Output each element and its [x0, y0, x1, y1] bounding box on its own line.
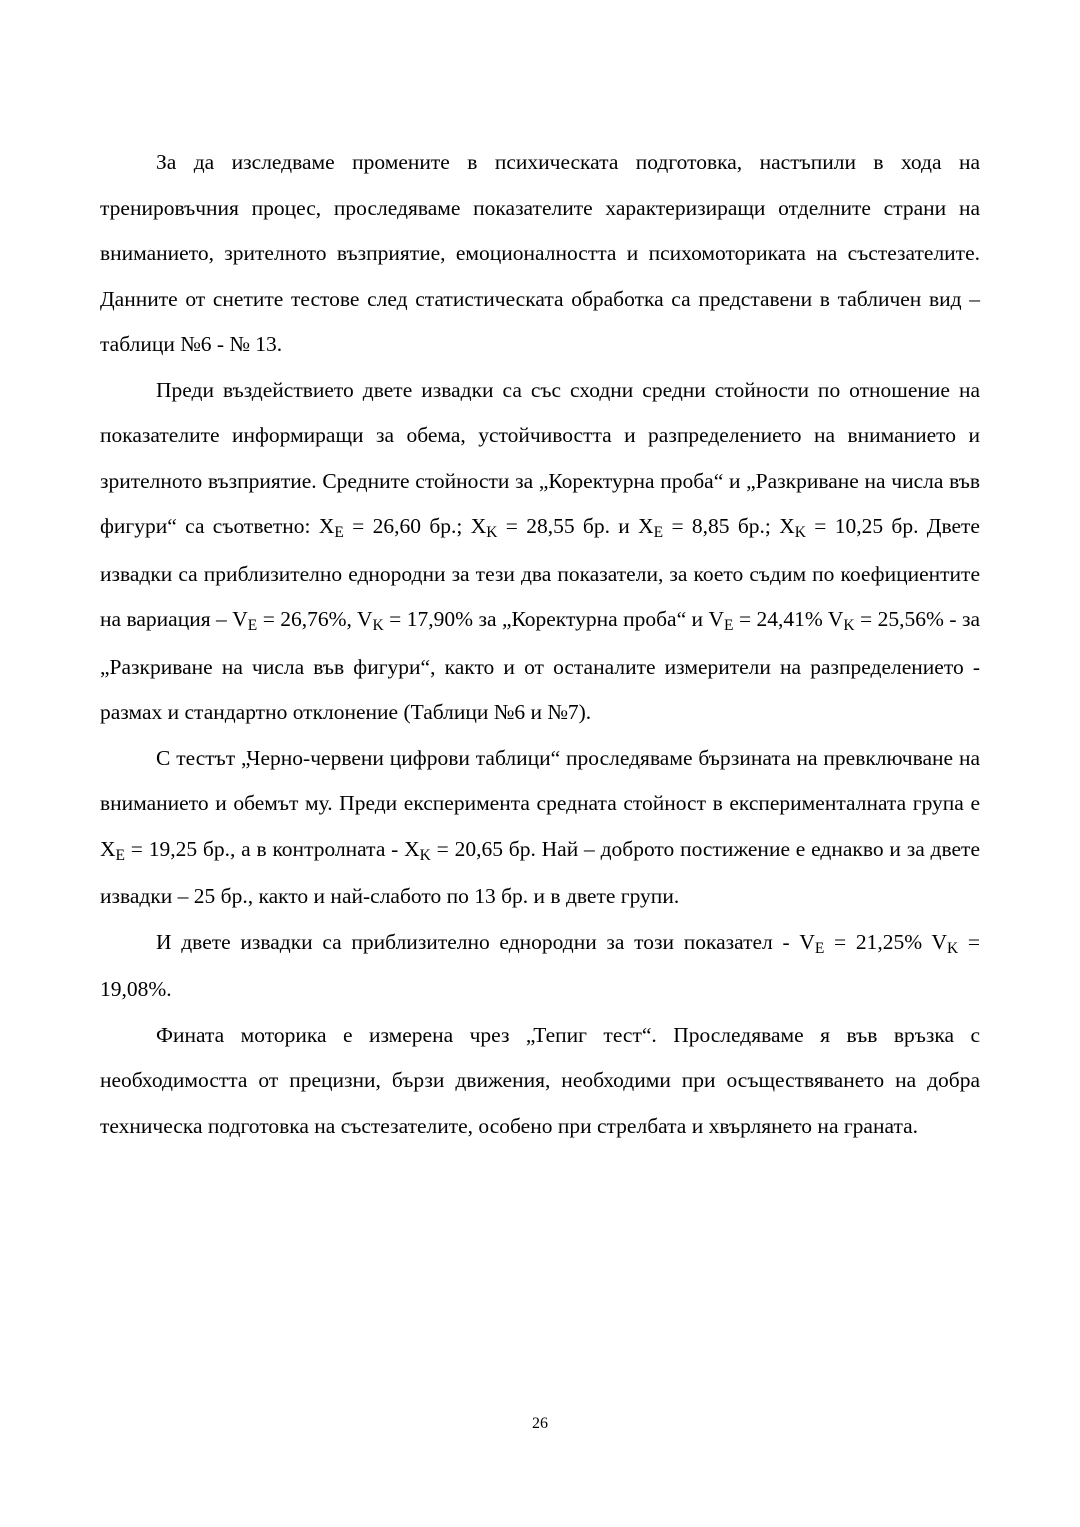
subscript-e: E [724, 617, 734, 635]
subscript-e: E [334, 524, 344, 542]
paragraph-2-value-8: = 25,56% - за „Разкриване на числа във фигури“, както и от останалите измерители на разпределението - размах и стандартно отклонение (Таблици №6 и №7). [100, 607, 980, 724]
paragraph-1: За да изследваме промените в психическата подготовка, настъпили в хода на тренировъчния процес, проследяваме показателите характеризиращи отделните страни на вниманието, зрителното възприятие, емоционалността и психомоториката на състезателите. Данните от снетите тестове след статистическата обработка са представени в табличен вид – таблици №6 - № 13. [100, 150, 980, 356]
paragraph-3-value-2: = 20,65 бр. Най – доброто постижение е еднакво и за двете извадки – 25 бр., както и най-слабото по 13 бр. и в двете групи. [100, 836, 980, 908]
paragraph-2-value-1: = 26,60 бр.; X [343, 514, 487, 538]
paragraph-4-value-2: = 19,08%. [100, 929, 980, 1001]
paragraph-2-lead: Преди въздействието двете извадки са със сходни средни стойности по отношение на показателите информиращи за обема, устойчивостта и разпределението на вниманието и зрителното възприятие. Средните стойности за „Коректурна проба“ и „Разкриване на числа във фигури“ са съответно: X [100, 377, 980, 538]
paragraph-2-value-6: = 17,90% за „Коректурна проба“ и V [383, 607, 725, 631]
paragraph-5: Фината моторика е измерена чрез „Тепиг тест“. Проследяваме я във връзка с необходимостта от прецизни, бързи движения, необходими при осъществяването на добра техническа подготовка на състезателите, особено при стрелбата и хвърлянето на граната. [100, 1022, 980, 1138]
paragraph-3-value-1: = 19,25 бр., а в контролната - X [124, 836, 420, 861]
paragraph-2-value-2: = 28,55 бр. и X [497, 514, 654, 538]
paragraph-3-lead: С тестът „Черно-червени цифрови таблици“ проследяваме бързината на превключване на вниманието и обемът му. Преди експеримента средната стойност в експерименталната група е X [100, 745, 980, 861]
paragraph-2-value-7: = 24,41% V [733, 607, 844, 631]
paragraph-4 [100, 920, 980, 1013]
subscript-e: E [115, 846, 125, 864]
subscript-e: E [247, 617, 258, 635]
subscript-k: K [419, 846, 431, 864]
paragraph-2 [100, 368, 980, 736]
paragraph-4-value-1: = 21,25% V [824, 929, 947, 954]
page-number: 26 [532, 1415, 548, 1432]
subscript-e: E [653, 524, 664, 542]
paragraph-4-lead: И двете извадки са приблизително еднородни за този показател - V [156, 929, 815, 954]
subscript-k: K [843, 617, 855, 635]
paragraph-3 [100, 736, 980, 920]
document-body [100, 140, 980, 1149]
subscript-k: K [486, 524, 498, 542]
subscript-k: K [946, 939, 959, 957]
subscript-e: E [814, 939, 825, 957]
subscript-k: K [372, 617, 384, 635]
subscript-k: K [794, 524, 806, 542]
paragraph-2-value-4: = 10,25 бр. Двете извадки са приблизително еднородни за тези два показатели, за което съдим по коефициентите на вариация – V [100, 514, 980, 631]
paragraph-2-value-5: = 26,76%, V [257, 607, 373, 631]
paragraph-2-value-3: = 8,85 бр.; X [663, 514, 795, 538]
